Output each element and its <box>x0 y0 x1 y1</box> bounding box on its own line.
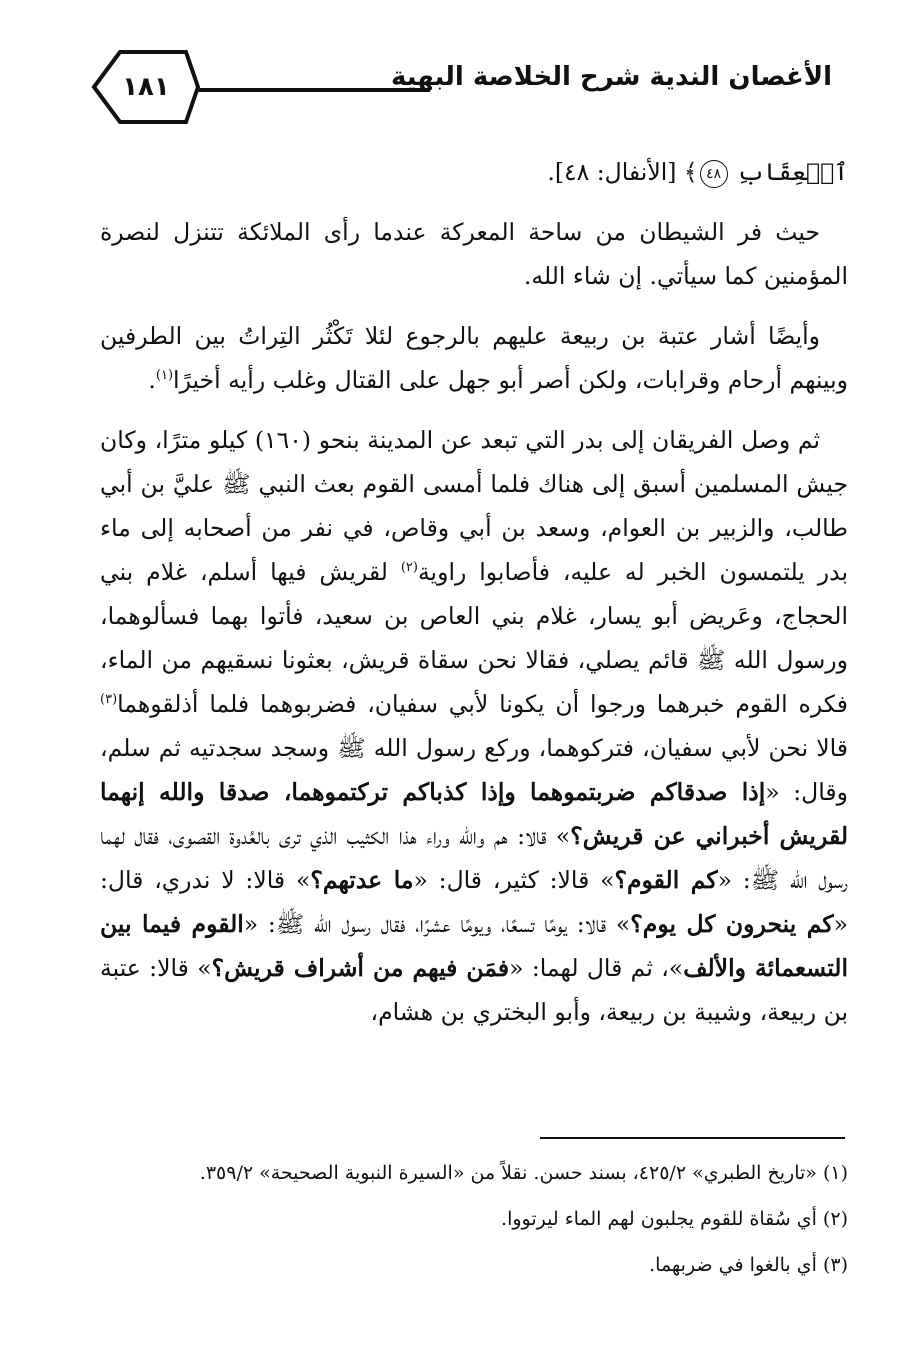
footnote-3: (٣) أي بالغوا في ضربهما. <box>649 1254 848 1276</box>
verse-reference: [الأنفال: ٤٨]. <box>547 158 677 186</box>
paragraph-3-text-e: » قالا: كثير، قال: « <box>413 866 615 894</box>
paragraph-2-end: . <box>148 366 156 394</box>
footnote-ref-3[interactable]: (٣) <box>100 692 118 708</box>
page-number: ١٨١ <box>122 72 170 102</box>
hadith-quote-1: إذا صدقاكم ضربتموهما وإذا كذباكم تركتموهما، صدقا والله إنهما لقريش أخبراني عن قريش؟ <box>100 778 848 850</box>
footnote-separator <box>540 1137 845 1139</box>
footnote-2: (٢) أي سُقاة للقوم يجلبون لهم الماء ليرتووا. <box>501 1208 848 1230</box>
main-text <box>100 150 848 1034</box>
verse-close-bracket: ﴾ <box>683 158 698 186</box>
header-rule <box>198 88 430 92</box>
paragraph-3-text-h: »، ثم قال لهما: « <box>509 954 684 982</box>
paragraph-3-text-g: » قالا: يومًا تسعًا، ويومًا عشرًا، فقال رسول الله ﷺ: « <box>243 910 631 938</box>
paragraph-3-text-b: لقريش فيها أسلم، غلام بني الحجاج، وعَريض أبو يسار، غلام بني العاص بن سعيد، فأتوا بهما فسألوهما، ورسول الله ﷺ قائم يصلي، فقالا نحن سقاة قريش، بعثونا نسقيهم من الماء، فكره القوم خبرهما ورجوا أن يكونا لأبي سفيان، فضربوهما فلما أذلقوهما <box>100 558 848 718</box>
paragraph-3-text-d: » قالا: هم والله وراء هذا الكثيب الذي ترى بالعُدوة القصوى، فقال لهما رسول الله ﷺ: « <box>100 822 849 894</box>
hadith-quote-6: فمَن فيهم من أشراف قريش؟ <box>211 954 510 982</box>
paragraph-3-text-i: » قالا: عتبة بن ربيعة، وشيبة بن ربيعة، وأبو البختري بن هشام، <box>100 954 848 1026</box>
footnote-ref-2[interactable]: (٢) <box>400 560 418 576</box>
hadith-quote-2: كم القوم؟ <box>614 866 718 894</box>
page-header <box>90 40 850 130</box>
paragraph-1 <box>100 210 848 298</box>
hadith-quote-3: ما عدتهم؟ <box>310 866 414 894</box>
paragraph-2-text: وأيضًا أشار عتبة بن ربيعة عليهم بالرجوع لئلا تَكْثُر التِراتُ بين الطرفين وبينهم أرحام وقرابات، ولكن أصر أبو جهل على القتال وغلب رأيه أخيرًا <box>100 322 848 394</box>
footnotes <box>100 1150 848 1288</box>
footnote-ref-1[interactable]: (١) <box>155 368 174 384</box>
verse-word: ٱلۡعِقَابِ <box>737 158 848 186</box>
running-title: الأغصان الندية شرح الخلاصة البهية <box>390 62 832 92</box>
verse-line <box>100 150 848 194</box>
ayah-number: ٤٨ <box>700 160 728 188</box>
paragraph-2 <box>100 314 848 402</box>
paragraph-3-text-a: ثم وصل الفريقان إلى بدر التي تبعد عن المدينة بنحو (١٦٠) كيلو مترًا، وكان جيش المسلمين أسبق إلى هناك فلما أمسى القوم بعث النبي ﷺ عليَّ بن أبي طالب، والزبير بن العوام، وسعد بن أبي وقاص، في نفر من أصحابه إلى ماء بدر يلتمسون الخبر له عليه، فأصابوا راوية <box>100 426 848 586</box>
footnote-1: (١) «تاريخ الطبري» ٤٢٥/٢، بسند حسن. نقلاً من «السيرة النبوية الصحيحة» ٣٥٩/٢. <box>199 1162 848 1184</box>
paragraph-1-text: حيث فر الشيطان من ساحة المعركة عندما رأى الملائكة تتنزل لنصرة المؤمنين كما سيأتي. إن شاء الله. <box>100 218 848 290</box>
hadith-quote-5: القوم فيما بين التسعمائة والألف <box>100 910 848 982</box>
paragraph-3 <box>100 418 848 1034</box>
paragraph-3-text-f: » قالا: لا ندري، قال: « <box>100 866 848 938</box>
paragraph-3-text-c: قالا نحن لأبي سفيان، فتركوهما، وركع رسول الله ﷺ وسجد سجدتيه ثم سلم، وقال: « <box>100 734 848 806</box>
hadith-quote-4: كم ينحرون كل يوم؟ <box>630 910 834 938</box>
